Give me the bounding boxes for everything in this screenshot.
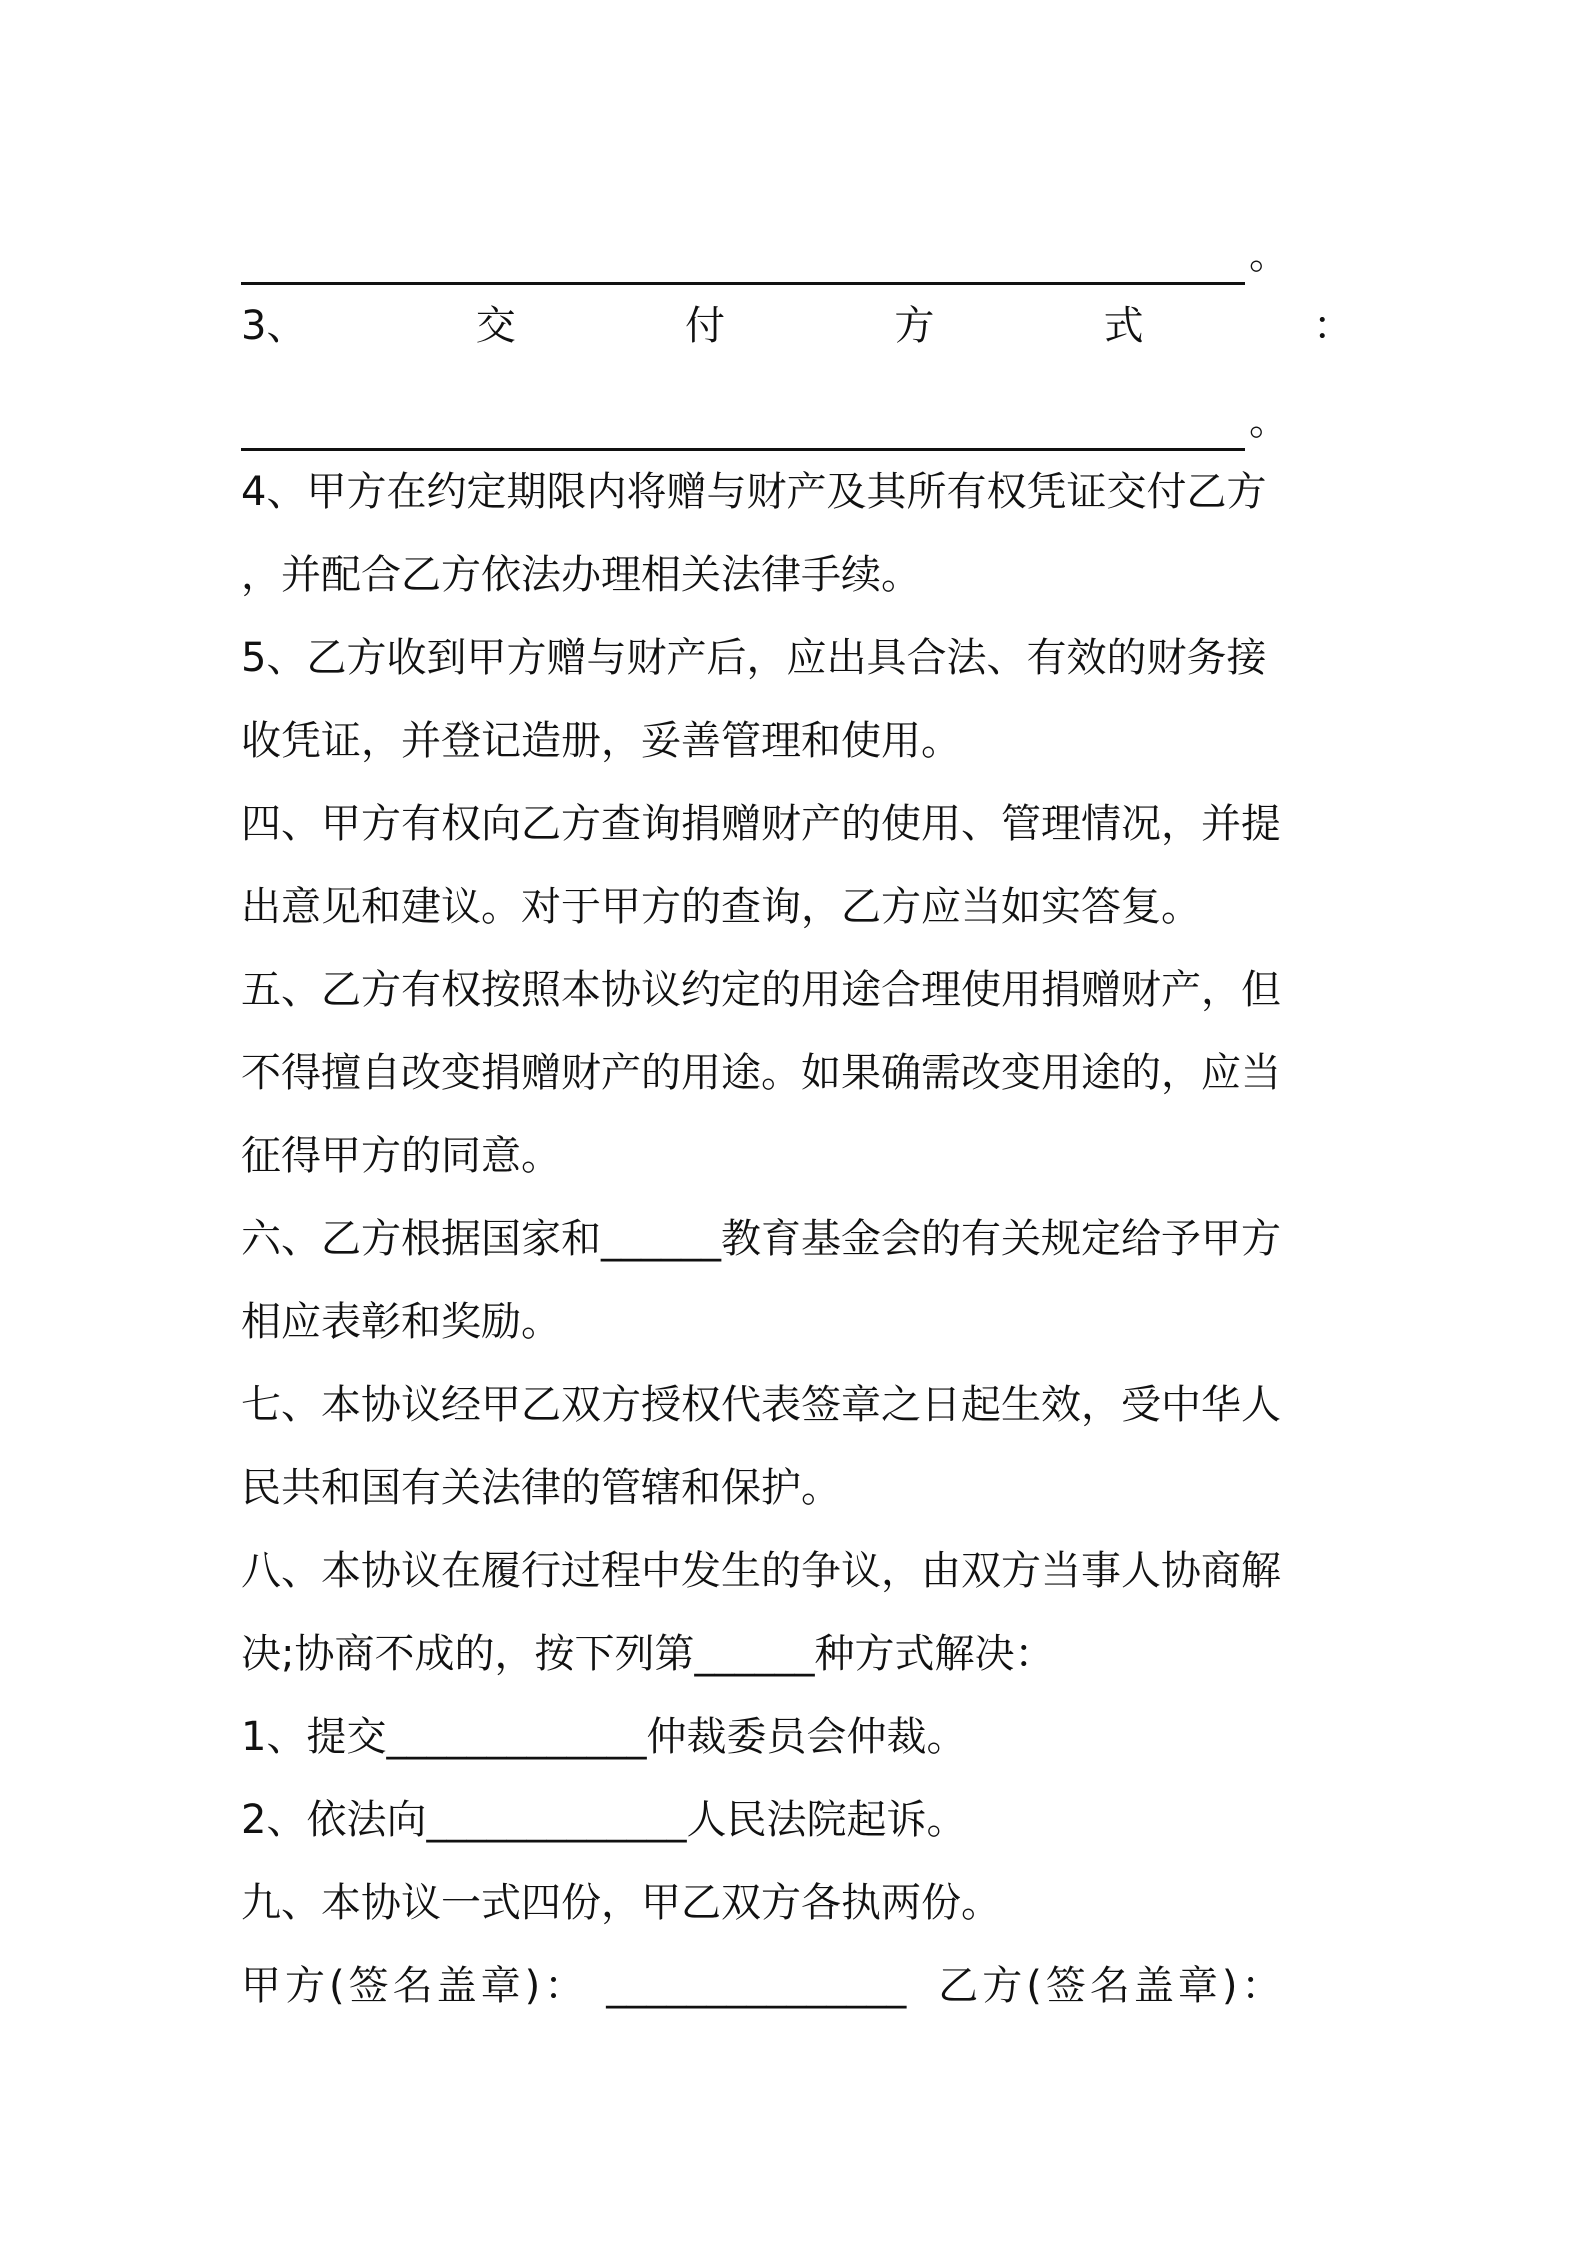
paragraph-line: 民共和国有关法律的管辖和保护。 (241, 1465, 841, 1511)
party-b-signature-label: 乙方(签名盖章)： (938, 1963, 1286, 2009)
fill-in-rule (241, 228, 1245, 285)
paragraph-line: 决;协商不成的，按下列第______种方式解决： (241, 1631, 1055, 1677)
fill-in-rule-line (241, 202, 1353, 285)
paragraph-line: 相应表彰和奖励。 (241, 1299, 561, 1345)
paragraph-line: 不得擅自改变捐赠财产的用途。如果确需改变用途的，应当 (241, 1050, 1281, 1096)
rule-end-punctuation: 。 (1249, 232, 1289, 278)
delivery-method-heading (241, 285, 1353, 368)
paragraph-line: 出意见和建议。对于甲方的查询，乙方应当如实答复。 (241, 884, 1201, 930)
paragraph-line: 收凭证，并登记造册，妥善管理和使用。 (241, 718, 961, 764)
fill-in-rule (241, 394, 1245, 451)
heading-colon: ： (1312, 303, 1353, 349)
paragraph-line: 4、甲方在约定期限内将赠与财产及其所有权凭证交付乙方 (241, 469, 1267, 515)
heading-char: 方 (894, 303, 935, 349)
paragraph-line: 2、依法向_____________人民法院起诉。 (241, 1797, 967, 1843)
party-a-signature-label: 甲方(签名盖章)： (241, 1963, 589, 2009)
heading-char: 付 (685, 303, 726, 349)
paragraph-line: 五、乙方有权按照本协议约定的用途合理使用捐赠财产，但 (241, 967, 1281, 1013)
document-body (241, 202, 1353, 2028)
paragraph-line: 5、乙方收到甲方赠与财产后，应出具合法、有效的财务接 (241, 635, 1267, 681)
paragraph-line: 八、本协议在履行过程中发生的争议，由双方当事人协商解 (241, 1548, 1281, 1594)
paragraph-line: 六、乙方根据国家和______教育基金会的有关规定给予甲方 (241, 1216, 1281, 1262)
heading-char: 式 (1103, 303, 1144, 349)
signature-line (241, 1945, 1353, 2028)
heading-char: 交 (475, 303, 516, 349)
party-a-signature-blank: _______________ (606, 1963, 907, 2009)
paragraph-line: 四、甲方有权向乙方查询捐赠财产的使用、管理情况，并提 (241, 801, 1281, 847)
fill-in-rule-line (241, 368, 1353, 451)
paragraph-line: 1、提交_____________仲裁委员会仲裁。 (241, 1714, 967, 1760)
paragraph-line: ，并配合乙方依法办理相关法律手续。 (241, 552, 921, 598)
item-number: 3、 (241, 303, 307, 349)
rule-end-punctuation: 。 (1249, 398, 1289, 444)
paragraph-line: 七、本协议经甲乙双方授权代表签章之日起生效，受中华人 (241, 1382, 1281, 1428)
paragraph-line: 征得甲方的同意。 (241, 1133, 561, 1179)
paragraph-line: 九、本协议一式四份，甲乙双方各执两份。 (241, 1880, 1001, 1926)
